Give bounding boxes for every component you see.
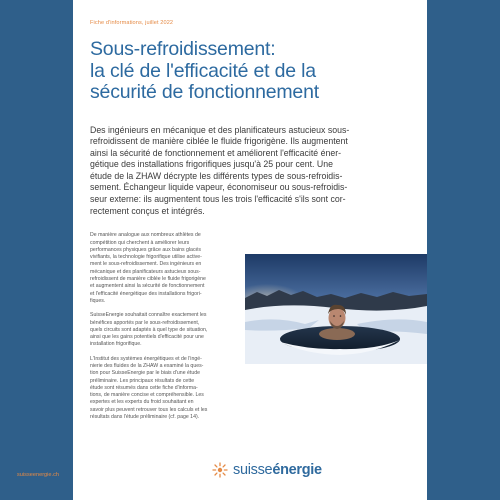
footer-url[interactable]: suisseenergie.ch bbox=[17, 472, 59, 478]
lead-line: étude de la ZHAW décrypte les différents types de sous-refroidis- bbox=[90, 170, 343, 181]
body-line: étude sont résumés dans cette fiche d'informa- bbox=[90, 384, 198, 391]
document-type-label: Fiche d'informations, juillet 2022 bbox=[90, 20, 174, 26]
body-line: tion pour SuisseEnergie par le biais d'une étude bbox=[90, 370, 201, 377]
body-line: nierie des fluides de la ZHAW a examiné la ques- bbox=[90, 363, 204, 369]
body-line: L'Institut des systèmes énergétiques et de l'ingé- bbox=[90, 355, 202, 362]
body-line: et augmentent ainsi la sécurité de fonctionnement bbox=[90, 283, 205, 290]
body-line: savoir plus peuvent retrouver tous les calculs et les bbox=[90, 406, 208, 413]
body-line: installation frigorifique. bbox=[90, 341, 142, 348]
body-paragraph bbox=[90, 356, 240, 422]
body-line: performances physiques grâce aux bains glacés bbox=[90, 246, 202, 253]
lead-line: gétique des installations frigorifiques jusqu'à 25 pour cent. Une bbox=[90, 159, 333, 170]
lead-line: seur externe: ils augmentent tous les trois l'efficacité s'ils sont cor- bbox=[90, 194, 346, 205]
ice-bath-photo bbox=[245, 254, 427, 364]
body-line: ment le sous-refroidissement. Des ingénieurs en bbox=[90, 261, 202, 268]
body-text-column bbox=[90, 232, 240, 428]
body-line: quels circuits sont adaptés à quel type de situation, bbox=[90, 326, 208, 333]
body-line: mécanique et des planificateurs astucieux sous- bbox=[90, 268, 201, 275]
lead-line: sement. Échangeur liquide vapeur, économiseur ou sous-refroidis- bbox=[90, 182, 348, 193]
logo-prefix: suisse bbox=[233, 462, 273, 478]
body-line: vivifiants, la technologie frigorifique utilise active- bbox=[90, 254, 202, 261]
lead-line: rectement conçus et intégrés. bbox=[90, 205, 205, 216]
body-line: et l'efficacité énergétique des installations frigori- bbox=[90, 290, 202, 297]
body-line: bénéfices apportés par le sous-refroidissement, bbox=[90, 319, 200, 326]
lead-line: refroidissent de manière ciblée le fluide frigorigène. Ils augmentent bbox=[90, 136, 348, 147]
document-page bbox=[73, 0, 427, 500]
body-line: compétition qui cherchent à améliorer leurs bbox=[90, 239, 190, 246]
body-line: fiques. bbox=[90, 297, 106, 304]
title-line: sécurité de fonctionnement bbox=[90, 81, 319, 103]
body-paragraph bbox=[90, 232, 240, 305]
lead-line: ainsi la sécurité de fonctionnement et améliorent l'efficacité éner- bbox=[90, 147, 342, 158]
body-line: SuisseEnergie souhaitait connaître exactement les bbox=[90, 312, 207, 319]
body-line: refroidissent de manière ciblée le fluide frigorigène bbox=[90, 276, 206, 283]
page-title bbox=[90, 39, 410, 104]
body-line: tions, de manière concise et compréhensible. Les bbox=[90, 392, 204, 399]
body-line: expertes et les experts du froid souhaitant en bbox=[90, 399, 194, 406]
title-line: Sous-refroidissement: bbox=[90, 38, 276, 60]
lead-line: Des ingénieurs en mécanique et des planificateurs astucieux sous- bbox=[90, 124, 350, 135]
body-line: ainsi que les gains potentiels d'efficacité pour une bbox=[90, 334, 204, 341]
body-columns bbox=[90, 232, 410, 447]
body-line: résultats dans l'étude préliminaire (cf. page 14). bbox=[90, 414, 200, 421]
title-line: la clé de l'efficacité et de la bbox=[90, 59, 316, 82]
logo-wordmark bbox=[233, 462, 322, 478]
lead-paragraph bbox=[90, 125, 410, 218]
suisseenergie-logo bbox=[212, 461, 337, 479]
sun-logo-icon bbox=[212, 462, 228, 478]
logo-suffix: énergie bbox=[272, 462, 322, 478]
body-line: préliminaire. Les principaux résultats de cette bbox=[90, 377, 195, 384]
body-paragraph bbox=[90, 312, 240, 348]
body-line: De manière analogue aux nombreux athlètes de bbox=[90, 232, 201, 239]
